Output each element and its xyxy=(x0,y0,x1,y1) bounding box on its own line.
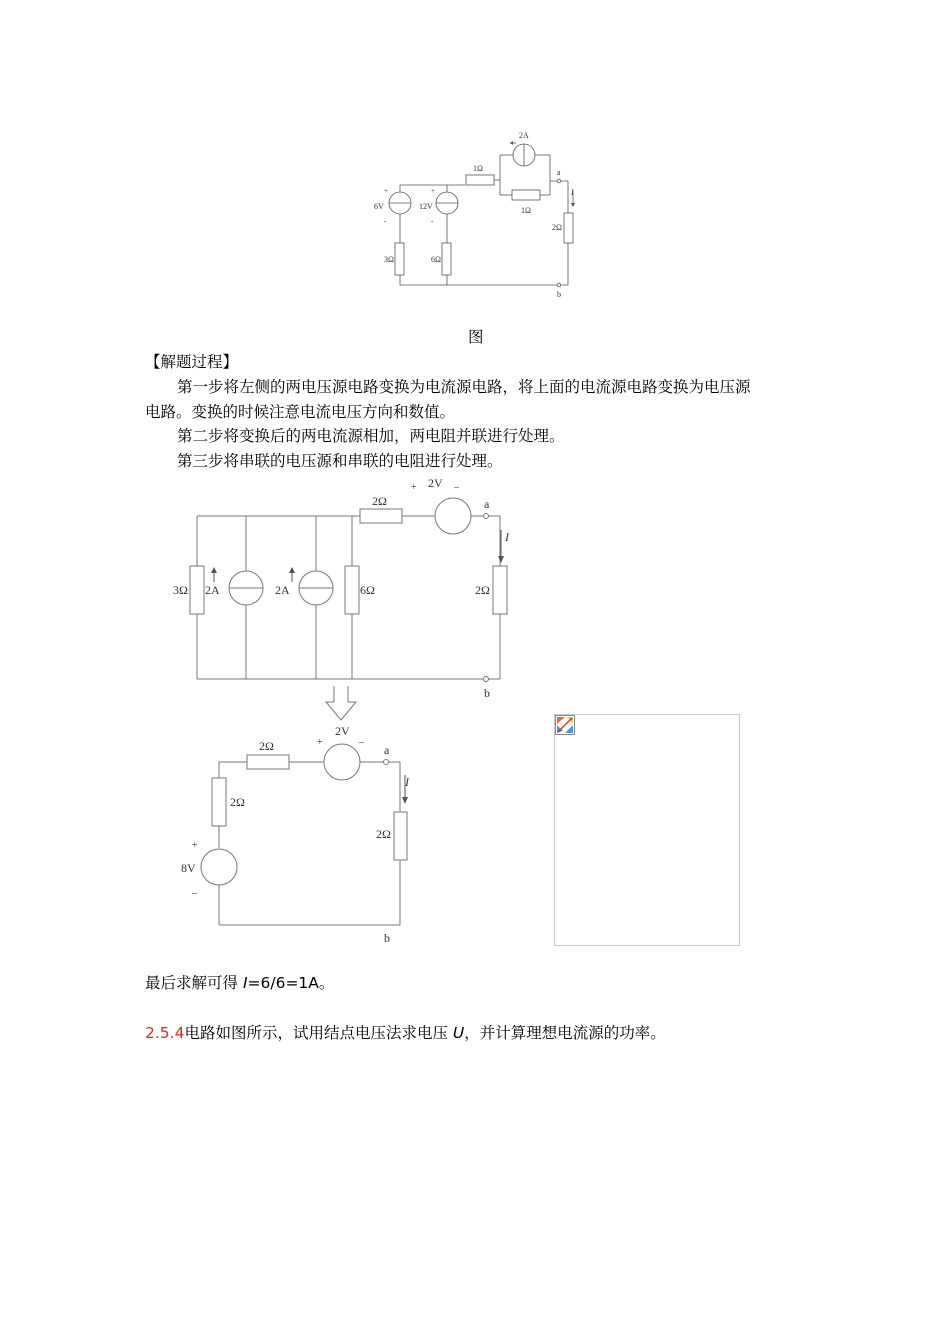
label-minus: – xyxy=(359,737,364,748)
label-3ohm: 3Ω xyxy=(384,255,394,264)
broken-image-icon xyxy=(555,715,575,735)
label-plus-8V: + xyxy=(192,840,198,851)
label-6ohm: 6Ω xyxy=(431,255,441,264)
label-node-a: a xyxy=(384,743,390,757)
label-current-I: I xyxy=(505,530,509,544)
label-load-2ohm: 2Ω xyxy=(552,223,562,232)
label-node-a: a xyxy=(557,168,561,177)
label-top-1ohm: 1Ω xyxy=(473,164,483,173)
label-top-2ohm: 2Ω xyxy=(259,739,274,753)
figure-caption: 图 xyxy=(468,328,484,346)
label-minus: – xyxy=(454,482,459,493)
step2-text: 第二步将变换后的两电流源相加，两电阻并联进行处理。 xyxy=(177,427,565,445)
label-2A-second: 2A xyxy=(275,583,290,597)
label-left-2ohm: 2Ω xyxy=(230,795,245,809)
broken-image-placeholder xyxy=(554,714,740,946)
problem-number: 2.5.4 xyxy=(145,1024,185,1042)
label-2A-source: 2A xyxy=(519,131,529,140)
step1-line2: 电路。变换的时候注意电流电压方向和数值。 xyxy=(145,403,456,421)
problem-text-b: ，并计算理想电流源的功率。 xyxy=(464,1024,666,1042)
label-node-a: a xyxy=(484,497,490,511)
label-current-I: I xyxy=(571,188,574,197)
circuit-diagram-transformed xyxy=(160,470,530,730)
label-node-b: b xyxy=(384,931,390,945)
circuit-diagram-simplified xyxy=(170,720,430,950)
label-3ohm: 3Ω xyxy=(173,583,188,597)
label-node-b: b xyxy=(484,686,490,700)
label-top-2ohm: 2Ω xyxy=(372,494,387,508)
label-2A-first: 2A xyxy=(205,583,220,597)
label-load-2ohm: 2Ω xyxy=(475,583,490,597)
label-load-2ohm: 2Ω xyxy=(376,827,391,841)
label-2V: 2V xyxy=(335,724,350,738)
label-current-I: I xyxy=(405,775,409,789)
result-line xyxy=(145,973,334,993)
result-prefix: 最后求解可得 xyxy=(145,974,243,992)
solution-heading: 【解题过程】 xyxy=(145,353,239,371)
label-12V: 12V xyxy=(419,202,433,211)
label-2V: 2V xyxy=(428,476,443,490)
label-plus-6V: + xyxy=(384,187,388,195)
label-minus-6V: - xyxy=(384,217,387,225)
label-plus: + xyxy=(411,482,417,493)
circuit-diagram-original xyxy=(360,125,600,305)
label-6ohm: 6Ω xyxy=(360,583,375,597)
label-mid-1ohm: 1Ω xyxy=(521,206,531,215)
label-plus: + xyxy=(317,737,323,748)
result-variable: I xyxy=(242,974,248,992)
label-8V: 8V xyxy=(181,861,196,875)
label-minus-12V: - xyxy=(431,217,434,225)
label-plus-12V: + xyxy=(431,187,435,195)
step1-line1: 第一步将左侧的两电压源电路变换为电流源电路，将上面的电流源电路变换为电压源 xyxy=(177,378,751,396)
label-node-b: b xyxy=(557,290,561,299)
label-minus-8V: – xyxy=(192,888,197,899)
next-problem-line xyxy=(145,1023,666,1043)
step3-text: 第三步将串联的电压源和串联的电阻进行处理。 xyxy=(177,452,503,470)
result-equation: =6/6=1A。 xyxy=(247,974,335,992)
label-6V: 6V xyxy=(374,202,384,211)
problem-text-a: 电路如图所示，试用结点电压法求电压 xyxy=(184,1024,453,1042)
problem-variable: U xyxy=(452,1024,465,1042)
